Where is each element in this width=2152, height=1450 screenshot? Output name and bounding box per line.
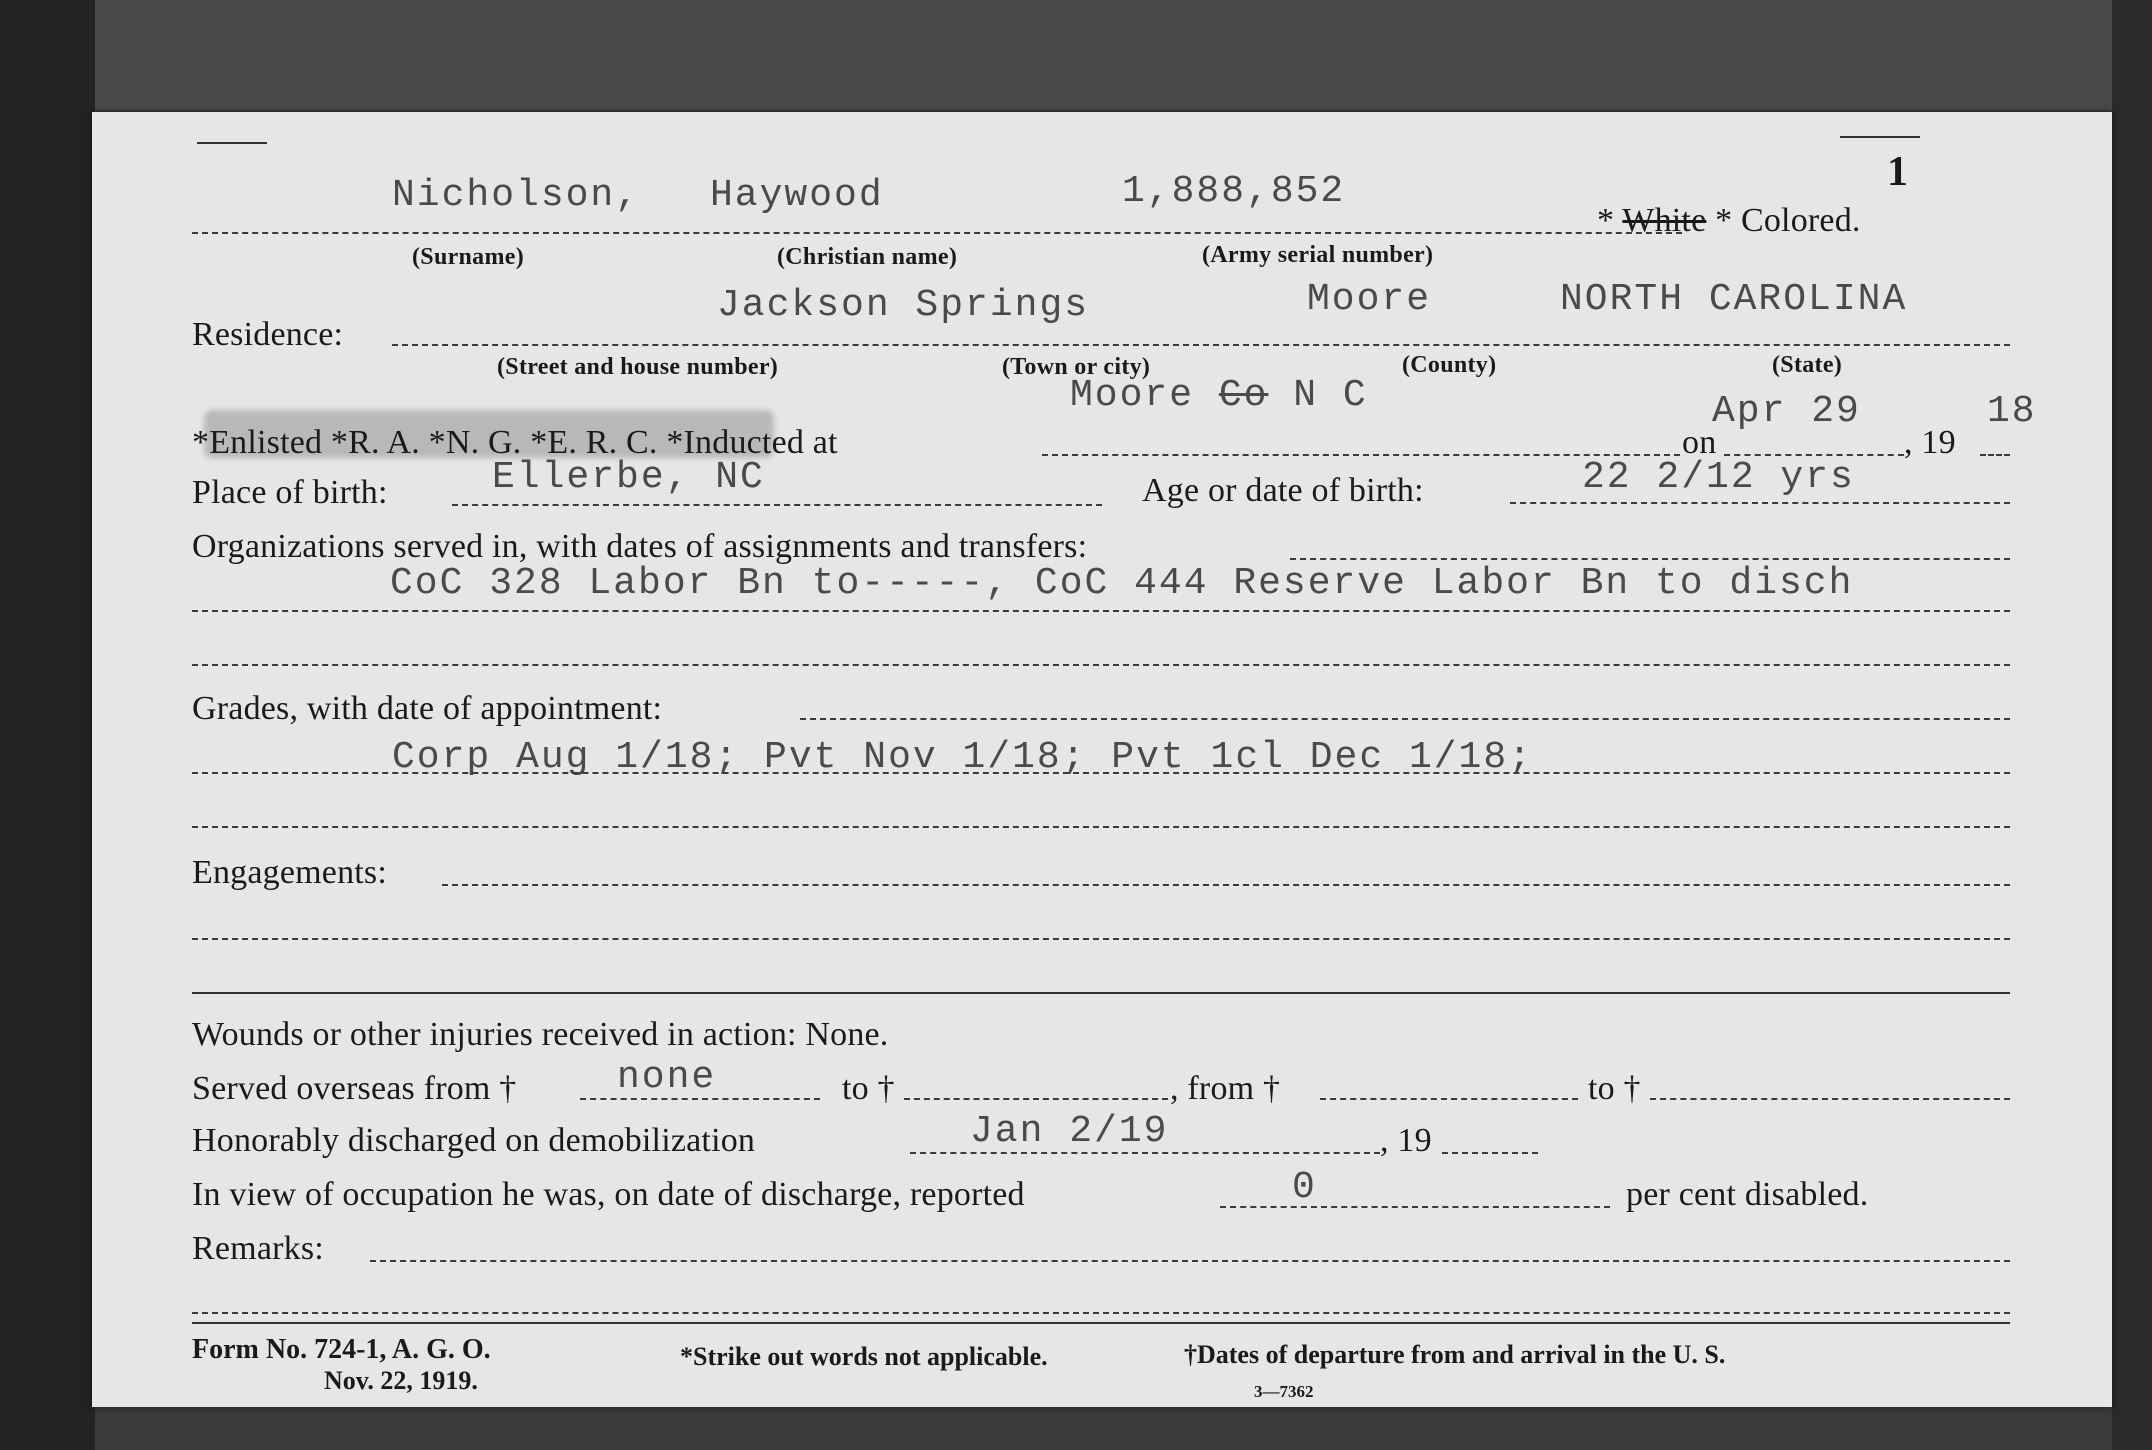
induction-year-label: , 19 [1904,424,1956,461]
age-line [1510,502,2010,504]
serial-number-value: 1,888,852 [1122,170,1346,213]
induction-on-label: on [1682,424,1717,461]
remarks-label: Remarks: [192,1230,324,1267]
place-of-birth-line [452,504,1102,506]
age-label: Age or date of birth: [1142,472,1424,509]
residence-state-value: NORTH CAROLINA [1560,278,1908,321]
discharge-label: Honorably discharged on demobilization [192,1122,756,1159]
discharge-year-line [1442,1152,1538,1154]
grades-value: Corp Aug 1/18; Pvt Nov 1/18; Pvt 1cl Dec 1/18; [392,736,1533,779]
card-number: 1 [1887,149,1908,195]
race-white-struck: White [1622,202,1707,239]
overseas-to-line [904,1098,1168,1100]
caption-town: (Town or city) [1002,354,1151,380]
caption-state: (State) [1772,352,1843,378]
engagements-line-3 [192,992,2010,994]
overseas-label: Served overseas from † [192,1070,517,1107]
service-record-card [92,112,2112,1407]
induction-date-value: Apr 29 [1712,390,1861,433]
print-code: 3—7362 [1254,1382,1314,1401]
induction-place-value: Moore Co N C [1070,374,1368,417]
wounds-label: Wounds or other injuries received in action: None. [192,1016,889,1053]
organizations-line-1 [1290,558,2010,560]
organizations-line-3 [192,664,2010,666]
engagements-line-1 [442,884,2010,886]
strike-note: *Strike out words not applicable. [680,1342,1048,1371]
disability-suffix: per cent disabled. [1626,1176,1869,1213]
place-of-birth-value: Ellerbe, NC [492,456,765,499]
overseas-from2-line [1320,1098,1578,1100]
grades-line-2 [192,772,2010,774]
organizations-line-2 [192,610,2010,612]
disability-value: 0 [1292,1166,1317,1209]
caption-county: (County) [1402,352,1497,378]
discharge-year-label: , 19 [1380,1122,1432,1159]
enlistment-options-label: *Enlisted *R. A. *N. G. *E. R. C. *Inducted at [192,424,838,461]
disability-line [1220,1206,1610,1208]
induction-place-struck: Co [1218,374,1269,417]
organizations-value: CoC 328 Labor Bn to-----, CoC 444 Reserve Labor Bn to disch [390,562,1854,605]
remarks-line-2 [192,1312,2010,1314]
overseas-from-value: none [617,1056,717,1099]
overseas-to2-line [1650,1098,2010,1100]
top-right-rule [1840,136,1920,138]
grades-label: Grades, with date of appointment: [192,690,663,727]
grades-line-1 [800,718,2010,720]
disability-label: In view of occupation he was, on date of discharge, reported [192,1176,1025,1213]
residence-line [392,344,2010,346]
dagger-note: †Dates of departure from and arrival in the U. S. [1184,1340,1726,1369]
residence-county-value: Moore [1307,278,1432,321]
scan-background-left [0,0,95,1450]
race-colored: Colored. [1740,202,1861,239]
induction-year-line [1980,454,2010,456]
age-value: 22 2/12 yrs [1582,456,1855,499]
organizations-label: Organizations served in, with dates of assignments and transfers: [192,528,1088,565]
overseas-from2-label: , from † [1170,1070,1281,1107]
induction-year-value: 18 [1987,390,2037,433]
scan-background-right [2112,0,2152,1450]
surname-value: Nicholson, [392,174,641,217]
caption-christian-name: (Christian name) [777,244,958,270]
overseas-to-label: to † [842,1070,895,1107]
caption-surname: (Surname) [412,244,525,270]
engagements-label: Engagements: [192,854,388,891]
residence-label: Residence: [192,316,344,353]
race-options: * White * Colored. [1597,202,1861,239]
grades-line-3 [192,826,2010,828]
scan-background-top [0,0,2152,110]
caption-serial-number: (Army serial number) [1202,242,1434,268]
place-of-birth-label: Place of birth: [192,474,388,511]
form-date: Nov. 22, 1919. [324,1366,478,1395]
residence-town-value: Jackson Springs [717,284,1090,327]
top-left-rule [197,142,267,144]
christian-name-value: Haywood [710,174,884,217]
footer-rule [192,1322,2010,1324]
caption-street: (Street and house number) [497,354,779,380]
discharge-date-value: Jan 2/19 [970,1110,1169,1153]
engagements-line-2 [192,938,2010,940]
overseas-to2-label: to † [1588,1070,1641,1107]
name-line [192,232,1682,234]
form-number: Form No. 724-1, A. G. O. [192,1334,491,1365]
remarks-line-1 [370,1260,2010,1262]
